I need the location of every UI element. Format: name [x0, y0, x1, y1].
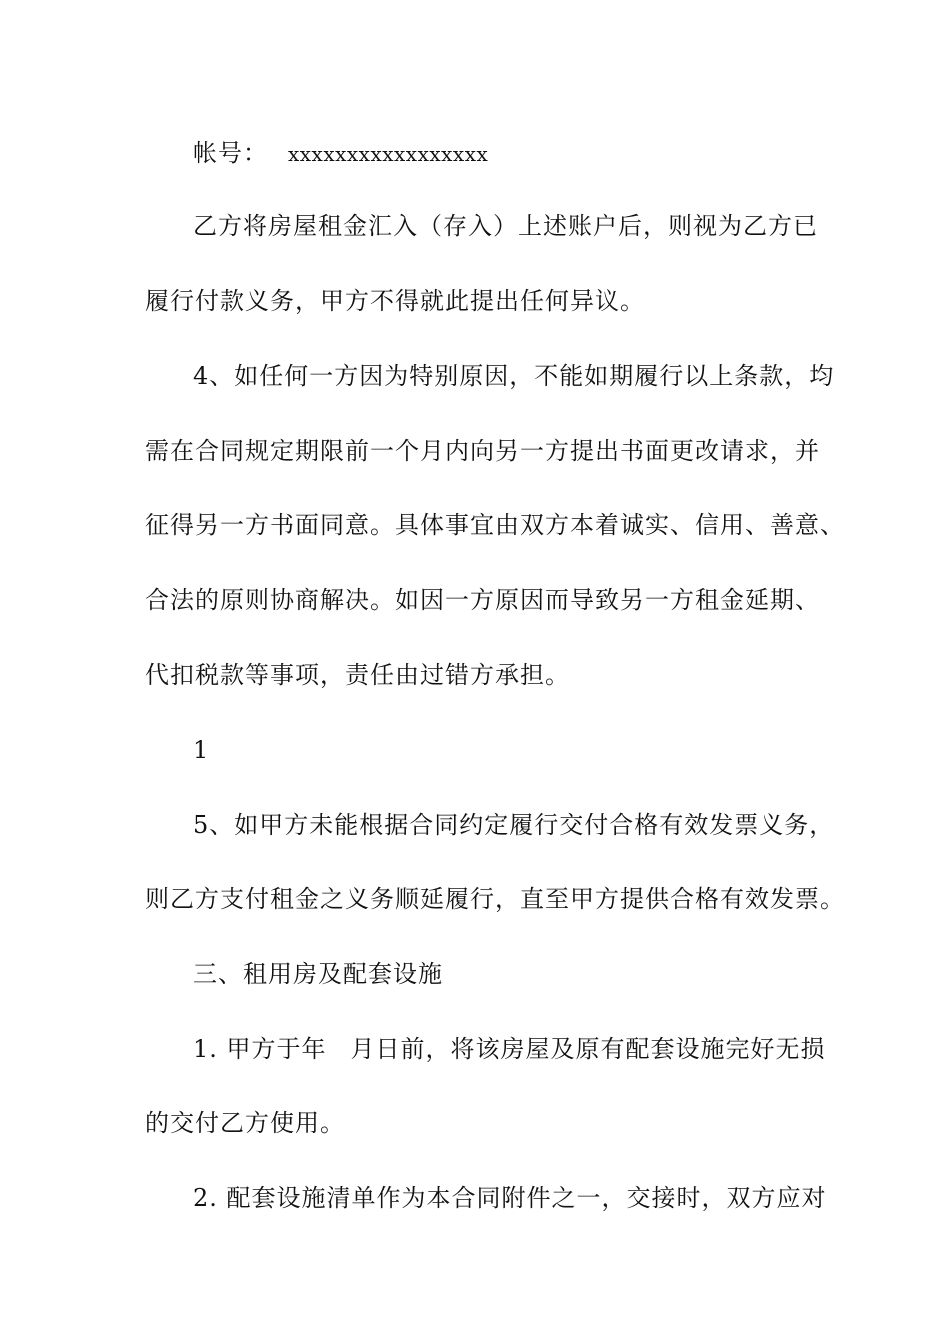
paragraph-line: 履行付款义务，甲方不得就此提出任何异议。: [145, 287, 645, 315]
paragraph-line: 4、如任何一方因为特别原因，不能如期履行以上条款，均: [193, 362, 835, 390]
account-number: xxxxxxxxxxxxxxxxx: [288, 142, 489, 166]
item-1-part-b: 月日前，将该房屋及原有配套设施完好无损: [350, 1035, 826, 1063]
paragraph-line: 征得另一方书面同意。具体事宜由双方本着诚实、信用、善意、: [145, 511, 845, 539]
paragraph-line: 合法的原则协商解决。如因一方原因而导致另一方租金延期、: [145, 586, 820, 614]
page-number: 1: [193, 736, 210, 764]
item-1-part-a: 1. 甲方于年: [193, 1035, 327, 1063]
account-label: 帐号：: [193, 139, 268, 167]
paragraph-line: 乙方将房屋租金汇入（存入）上述账户后，则视为乙方已: [193, 212, 818, 240]
paragraph-line: 的交付乙方使用。: [145, 1109, 345, 1137]
section-heading: 三、租用房及配套设施: [193, 960, 443, 988]
item-1-line: [193, 1031, 883, 1067]
paragraph-line: 需在合同规定期限前一个月内向另一方提出书面更改请求，并: [145, 437, 820, 465]
paragraph-line: 2. 配套设施清单作为本合同附件之一，交接时，双方应对: [193, 1184, 827, 1212]
paragraph-line: 5、如甲方未能根据合同约定履行交付合格有效发票义务，: [193, 811, 835, 839]
paragraph-line: 代扣税款等事项，责任由过错方承担。: [145, 661, 570, 689]
paragraph-line: 则乙方支付租金之义务顺延履行，直至甲方提供合格有效发票。: [145, 885, 845, 913]
account-line: [193, 135, 883, 172]
